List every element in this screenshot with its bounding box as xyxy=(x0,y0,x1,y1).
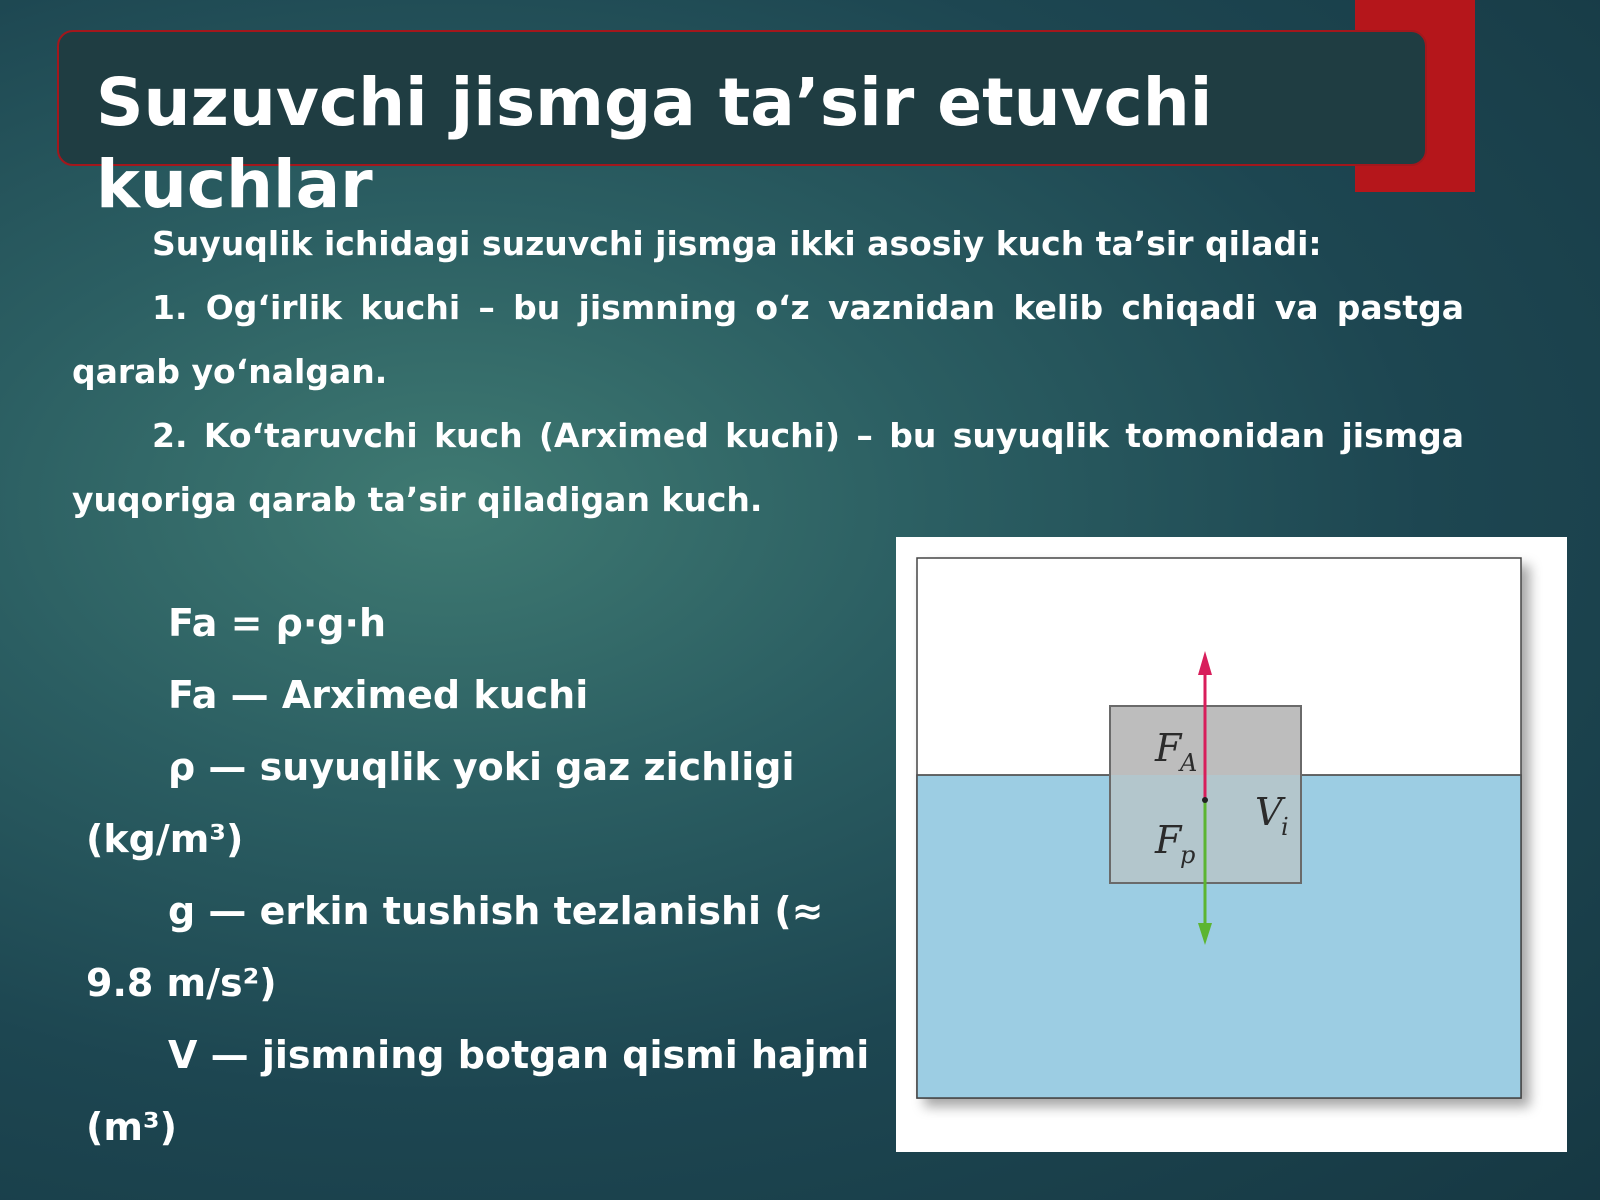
label-fp: F xyxy=(1155,818,1182,862)
intro-text xyxy=(72,212,1464,532)
force-origin-point xyxy=(1202,797,1208,803)
slide-title: Suzuvchi jismga ta’sir etuvchi kuchlar xyxy=(96,64,1213,223)
label-fa: F xyxy=(1155,726,1182,770)
buoyancy-figure xyxy=(896,537,1567,1152)
intro-point-1: 1. Og‘irlik kuchi – bu jismning o‘z vaznidan kelib chiqadi va pastga qarab yo‘nalgan. xyxy=(72,288,1464,391)
formula-block xyxy=(86,587,886,1163)
label-fp-subscript: p xyxy=(1180,841,1196,869)
fa-definition: Fa — Arximed kuchi xyxy=(168,673,589,717)
g-definition: g — erkin tushish tezlanishi (≈ 9.8 m/s²) xyxy=(86,889,824,1005)
label-v: V xyxy=(1255,790,1283,834)
intro-point-2: 2. Ko‘taruvchi kuch (Arximed kuchi) – bu suyuqlik tomonidan jismga yuqoriga qarab ta’sir qiladigan kuch. xyxy=(72,416,1464,519)
intro-lead: Suyuqlik ichidagi suzuvchi jismga ikki asosiy kuch ta’sir qiladi: xyxy=(152,224,1322,263)
label-fa-subscript: A xyxy=(1180,749,1198,777)
label-v-subscript: i xyxy=(1281,813,1289,841)
archimedes-formula: Fa = ρ·g·h xyxy=(168,601,386,645)
buoyancy-diagram xyxy=(896,537,1567,1152)
rho-definition: ρ — suyuqlik yoki gaz zichligi (kg/m³) xyxy=(86,745,795,861)
v-definition: V — jismning botgan qismi hajmi (m³) xyxy=(86,1033,870,1149)
